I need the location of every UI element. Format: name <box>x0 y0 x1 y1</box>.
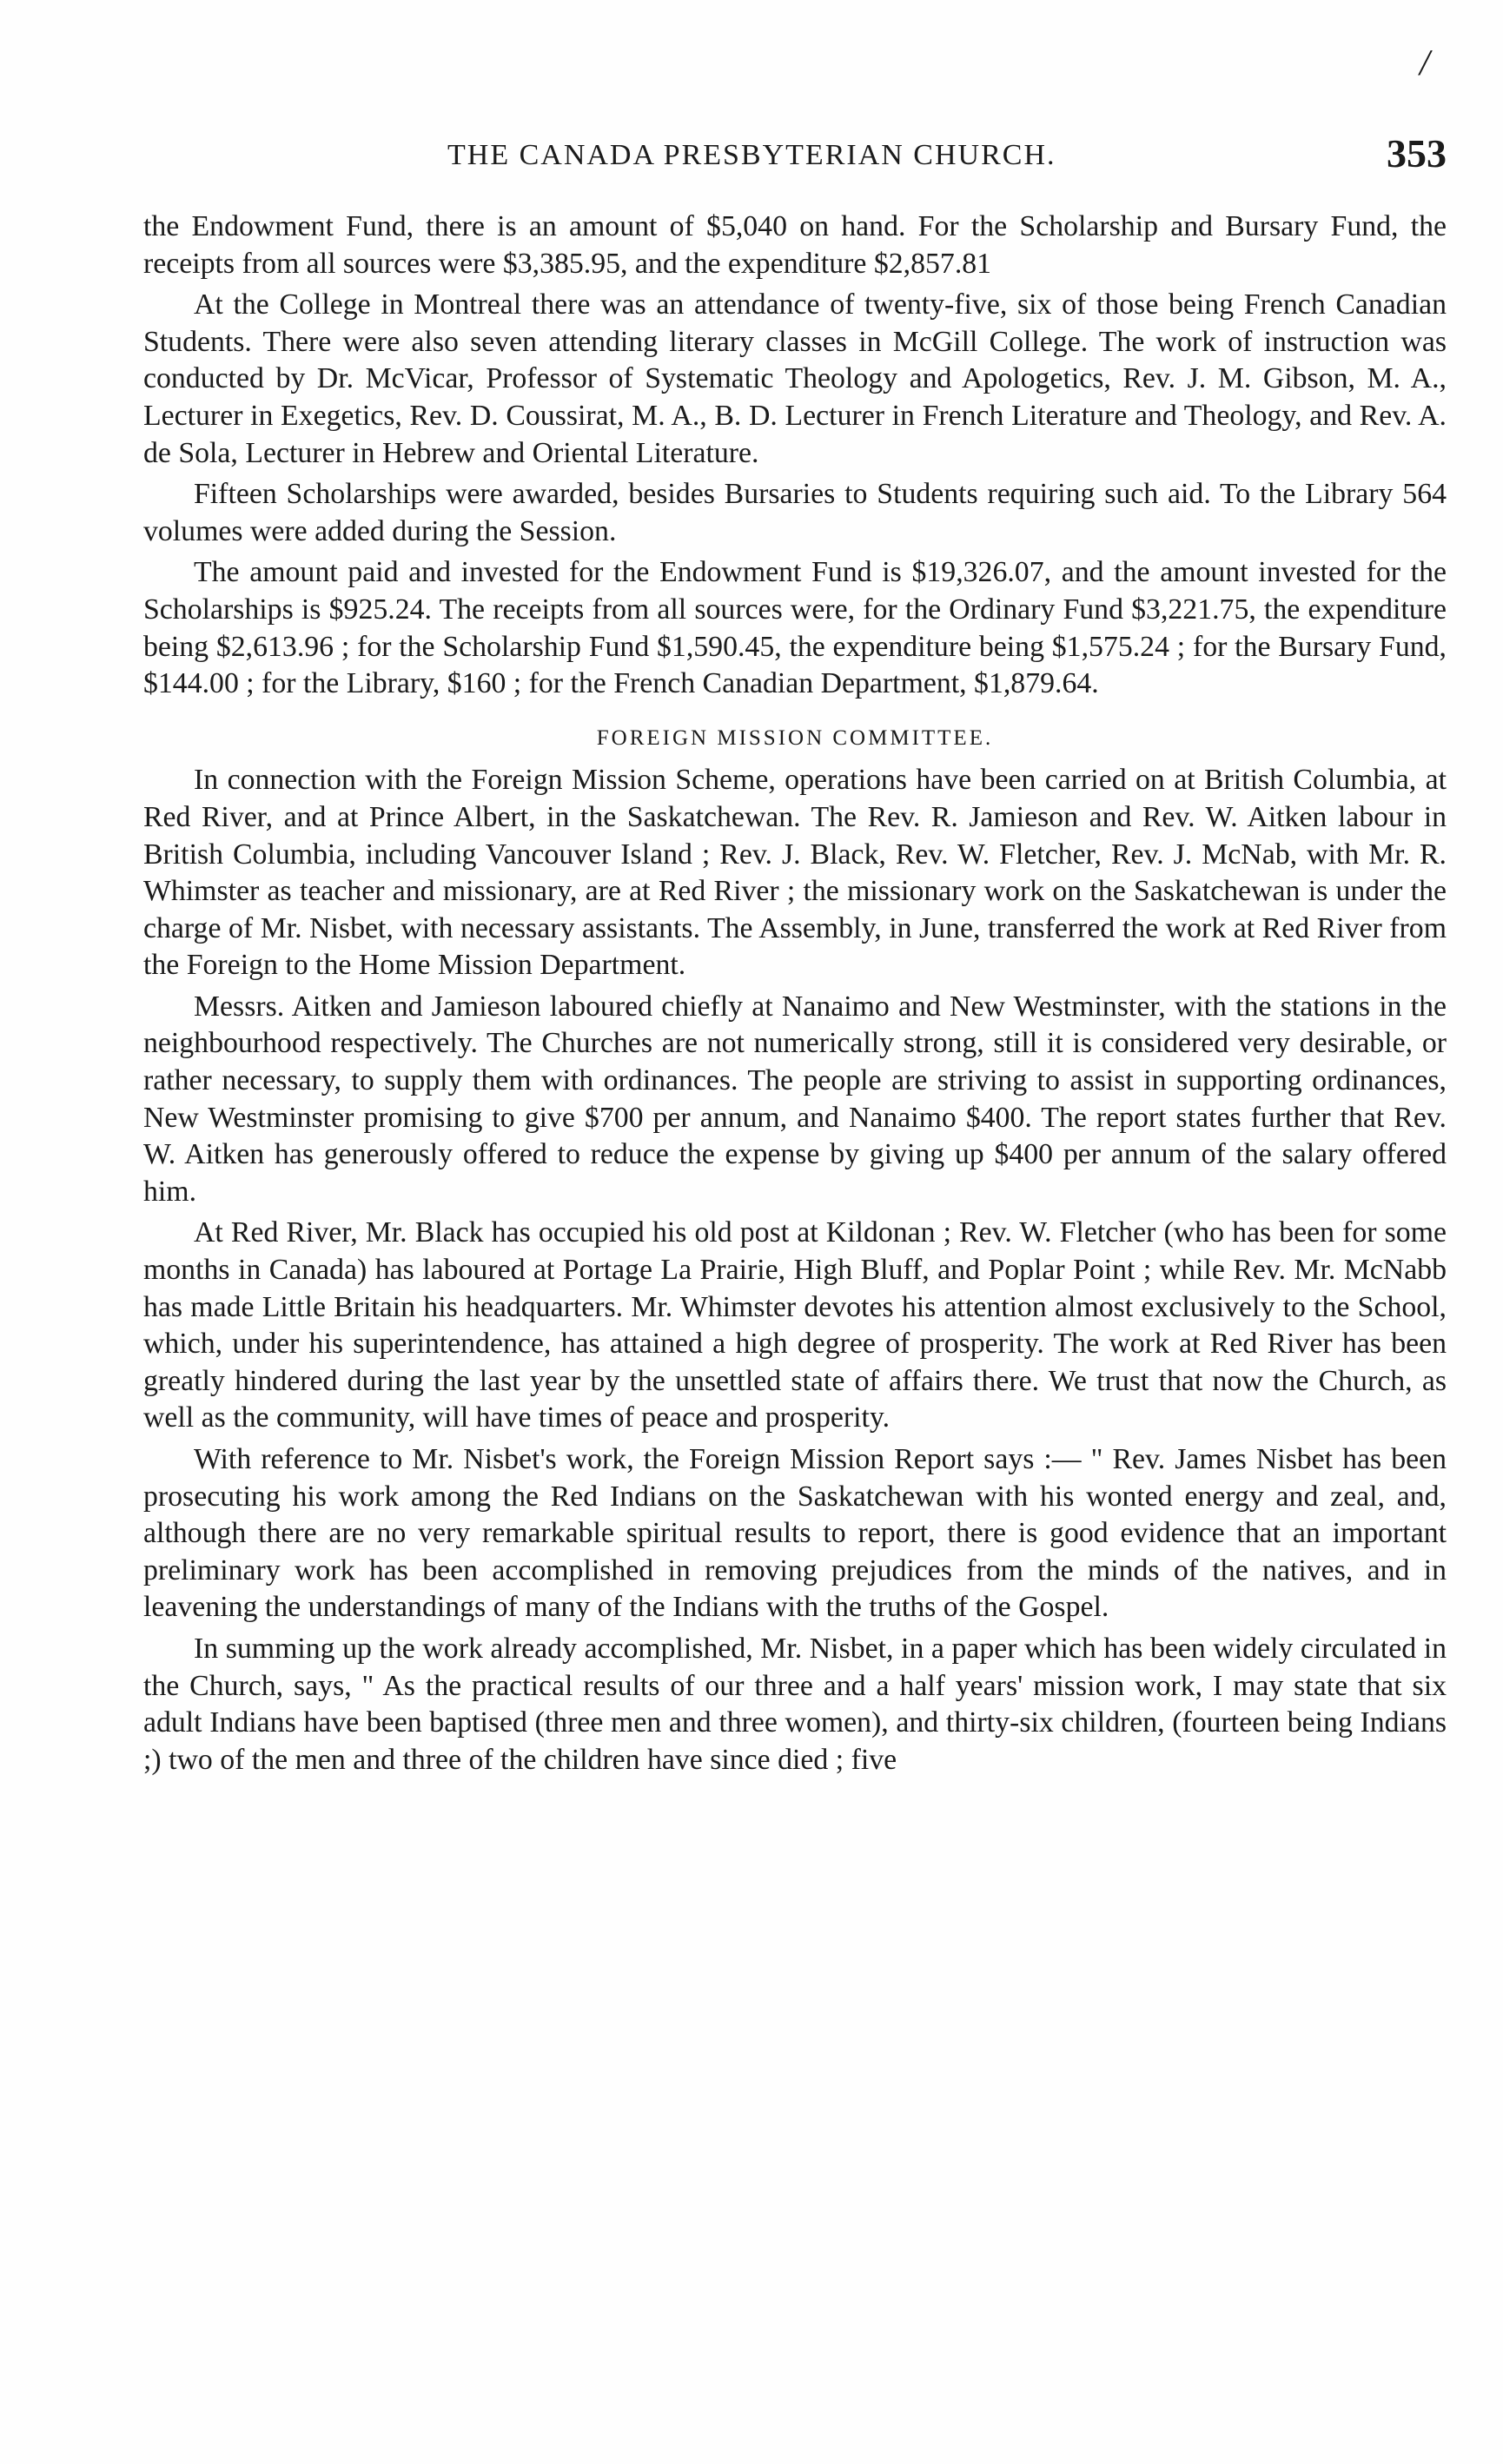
paragraph-red-river: At Red River, Mr. Black has occupied his old post at Kildonan ; Rev. W. Fletcher (who has been for some months in Canada) has laboured at Portage La Prairie, High Bluff, and Poplar Point ; while Rev. Mr. McNabb has made Little Britain his headquarters. Mr. Whimster devotes his attention almost exclusively to the School, which, under his superintendence, has attained a high degree of prosperity. The work at Red River has been greatly hindered during the last year by the unsettled state of affairs there. We trust that now the Church, as well as the community, will have times of peace and prosperity. <box>143 1216 1447 1434</box>
paragraph-montreal-college: At the College in Montreal there was an attendance of twenty-five, six of those being French Canadian Students. There were also seven attending literary classes in McGill College. The work of instruction was conducted by Dr. McVicar, Professor of Systematic Theology and Apologetics, Rev. J. M. Gibson, M. A., Lecturer in Exegetics, Rev. D. Coussirat, M. A., B. D. Lecturer in French Literature and Theology, and Rev. A. de Sola, Lecturer in Hebrew and Oriental Literature. <box>143 288 1447 469</box>
body-text <box>143 209 1447 1778</box>
paragraph-funds: The amount paid and invested for the Endowment Fund is $19,326.07, and the amount invested for the Scholarships is $925.24. The receipts from all sources were, for the Ordinary Fund $3,221.75, the expenditure being $2,613.96 ; for the Scholarship Fund $1,590.45, the expenditure being $1,575.24 ; for the Bursary Fund, $144.00 ; for the Library, $160 ; for the French Canadian Department, $1,879.64. <box>143 556 1447 700</box>
paragraph-endowment-continuation: the Endowment Fund, there is an amount of $5,040 on hand. For the Scholarship and Bursary Fund, the receipts from all sources were $3,385.95, and the expenditure $2,857.81 <box>143 210 1447 280</box>
corner-pencil-mark: / <box>1420 43 1430 83</box>
running-head <box>143 130 1447 182</box>
running-title: THE CANADA PRESBYTERIAN CHURCH. <box>447 139 1056 171</box>
paragraph-aitken-jamieson: Messrs. Aitken and Jamieson laboured chiefly at Nanaimo and New Westminster, with the stations in the neighbourhood respectively. The Churches are not numerically strong, still it is considered very desirable, or rather necessary, to supply them with ordinances. The people are striving to assist in supporting ordinances, New Westminster promising to give $700 per annum, and Nanaimo $400. The report states further that Rev. W. Aitken has generously offered to reduce the expense by giving up $400 per annum of the salary offered him. <box>143 990 1447 1208</box>
paragraph-nisbet-report: With reference to Mr. Nisbet's work, the Foreign Mission Report says :— " Rev. James Nisbet has been prosecuting his work among the Red Indians on the Saskatchewan with his wonted energy and zeal, and, although there are no very remarkable spiritual results to report, there is good evidence that an important preliminary work has been accomplished in removing prejudices from the minds of the natives, and in leavening the understandings of many of the Indians with the truths of the Gospel. <box>143 1443 1447 1624</box>
paragraph-foreign-mission-scheme: In connection with the Foreign Mission Scheme, operations have been carried on at British Columbia, at Red River, and at Prince Albert, in the Saskatchewan. The Rev. R. Jamieson and Rev. W. Aitken labour in British Columbia, including Vancouver Island ; Rev. J. Black, Rev. W. Fletcher, Rev. J. McNab, with Mr. R. Whimster as teacher and missionary, are at Red River ; the missionary work on the Saskatchewan is under the charge of Mr. Nisbet, with necessary assistants. The Assembly, in June, transferred the work at Red River from the Foreign to the Home Mission Department. <box>143 764 1447 982</box>
page-number: 353 <box>1387 131 1447 176</box>
section-heading-foreign-mission: FOREIGN MISSION COMMITTEE. <box>596 725 994 750</box>
paragraph-scholarships: Fifteen Scholarships were awarded, besides Bursaries to Students requiring such aid. To the Library 564 volumes were added during the Session. <box>143 478 1447 547</box>
paragraph-nisbet-summary: In summing up the work already accomplished, Mr. Nisbet, in a paper which has been widely circulated in the Church, says, " As the practical results of our three and a half years' mission work, I may state that six adult Indians have been baptised (three men and three women), and thirty-six children, (fourteen being Indians ;) two of the men and three of the children have since died ; five <box>143 1632 1447 1776</box>
